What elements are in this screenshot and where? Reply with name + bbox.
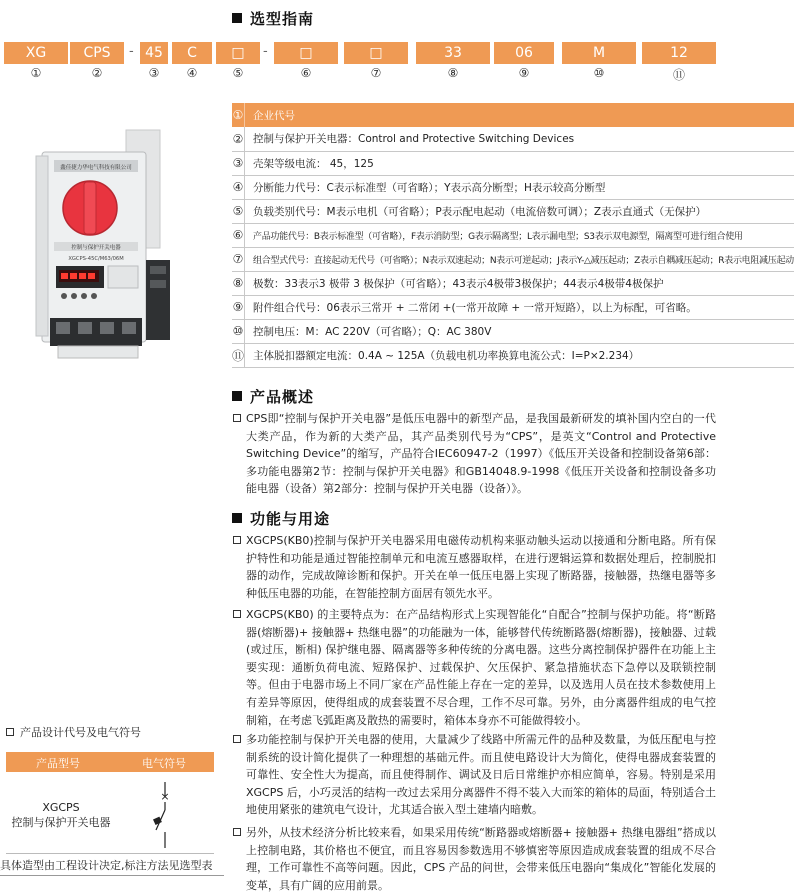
design-model [6, 800, 116, 830]
row-description: 组合型式代号：直接起动无代号（可省略）；N表示双速起动；N表示可逆起动；J表示Y-△减压起动；Z表示自耦减压起动；R表示电阻减压起动 [245, 247, 794, 271]
table-row [232, 223, 794, 247]
row-description: 控制与保护开关电器：Control and Protective Switching Devices [245, 127, 794, 151]
row-number: ① [232, 103, 245, 127]
base-rail [58, 346, 138, 358]
checkbox-bullet-icon [233, 735, 241, 743]
table-row [232, 271, 794, 295]
spec-label [108, 266, 138, 288]
table-row [232, 295, 794, 319]
code-num-7: ⑦ [370, 66, 382, 80]
code-box-5: □ [216, 42, 260, 64]
row-number: ⑩ [232, 319, 245, 343]
row-description: 极数：33表示3 极带 3 极保护（可省略）；43表示4极带3极保护；44表示4极带4极保护 [245, 271, 794, 295]
overview-title [232, 386, 314, 407]
row-description: 分断能力代号：C表示标准型（可省略）；Y表示高分断型；H表示较高分断型 [245, 175, 794, 199]
symbol-mark: × [160, 790, 170, 803]
accessory-terminal [150, 266, 166, 274]
code-num-9: ⑨ [518, 66, 530, 80]
code-num-6: ⑥ [300, 66, 312, 80]
row-description: 附件组合代号：06表示三常开 + 二常闭 +(一常开故障 + 一常开短路），以上为标配，可省略。 [245, 295, 794, 319]
square-bullet-icon [232, 13, 242, 23]
row-number: ④ [232, 175, 245, 199]
accessory-terminal [150, 280, 166, 288]
row-description: 控制电压：M：AC 220V（可省略）；Q：AC 380V [245, 319, 794, 343]
code-num-10: ⑩ [593, 66, 605, 80]
code-num-2: ② [91, 66, 103, 80]
row-number: ⑪ [232, 343, 245, 367]
overview-text: CPS即“控制与保护开关电器”是低压电器中的新型产品，是我国最新研发的填补国内空白的一代大类产品，作为新的大类产品，其产品类别代号为“CPS”，是英文“Control and Protective Switching Device”的缩写，产品符合IEC60947-2（1997）《低压开关设备和控制设备第6部：多功能电器第2节：控制与保护开关电器》和GB14048.9-1998《低压开关设备和控制设备多功能电器（设备）第2部分：控制与保护开关电器（设备）》。 [246, 412, 716, 496]
function-paragraph-4 [246, 824, 716, 894]
table-row [232, 175, 794, 199]
product-image [28, 130, 188, 385]
header-model: 产品型号 [36, 757, 80, 770]
terminal-screw-icon [122, 322, 136, 334]
panel-text: 控制与保护开关电器 [71, 245, 121, 251]
device-side [36, 156, 48, 336]
table-row [232, 319, 794, 343]
switch-symbol-icon [146, 776, 186, 852]
code-box-4: C [172, 42, 212, 64]
table-row [232, 151, 794, 175]
model-line-1: XGCPS [42, 801, 80, 814]
row-number: ⑥ [232, 223, 245, 247]
button-icon [81, 293, 87, 299]
table-row [232, 343, 794, 367]
row-number: ⑧ [232, 271, 245, 295]
code-box-7: □ [344, 42, 408, 64]
display-digit [79, 273, 86, 279]
row-description: 壳架等级电流： 45，125 [245, 151, 794, 175]
design-table-header [6, 752, 214, 772]
functions-title [232, 508, 330, 529]
row-description: 企业代号 [245, 103, 794, 127]
design-table-title-text: 产品设计代号及电气符号 [20, 726, 141, 739]
code-box-1: XG [4, 42, 68, 64]
header-symbol: 电气符号 [142, 757, 186, 770]
overview-paragraph [246, 410, 716, 498]
code-num-1: ① [30, 66, 42, 80]
display-digit [70, 273, 77, 279]
row-number: ② [232, 127, 245, 151]
code-num-11: ⑪ [672, 68, 685, 82]
display-digit [88, 273, 95, 279]
selection-title [232, 8, 314, 29]
button-icon [71, 293, 77, 299]
code-box-9: 06 [494, 42, 554, 64]
row-number: ③ [232, 151, 245, 175]
terminal-screw-icon [100, 322, 114, 334]
code-num-8: ⑧ [447, 66, 459, 80]
display-digit [61, 273, 68, 279]
row-description: 负载类别代号：M表示电机（可省略）；P表示配电起动（电流倍数可调）；Z表示直通式（无保护） [245, 199, 794, 223]
button-icon [91, 293, 97, 299]
overview-title-text: 产品概述 [250, 388, 315, 406]
checkbox-bullet-icon [233, 828, 241, 836]
function-text: XGCPS(KB0) 的主要特点为：在产品结构形式上实现智能化“自配合”控制与保护功能。将“断路器(熔断器)+ 接触器+ 热继电器”的功能融为一体，能够替代传统断路器(熔断器)，接触器、过载(或过压，断相) 保护继电器、隔离器等多种传统的分离电器。这些分离控制保护器件在功能上主要实现：通断负荷电流、短路保护、过载保护、欠压保护、紧急措施状态下急停以及联锁控制等。但由于电器市场上不同厂家在产品性能上存在一定的差异，以及选用人员在技术参数使用上有差异等原因，使得组成的成套装置不尽合理，工作不尽可靠。另外，由分离器件组成的电气控制箱，在考虑飞弧距离及散热的需要时，箱体本身亦不可能做得较小。 [246, 608, 716, 727]
model-line-2: 控制与保护开关电器 [11, 816, 111, 829]
brand-text: 鑫佳捷力华电气科技有限公司 [60, 165, 132, 171]
table-row [232, 199, 794, 223]
code-num-4: ④ [186, 66, 198, 80]
design-table-footer: 具体造型由工程设计决定,标注方法见选型表 [0, 857, 224, 876]
row-description: 产品功能代号：B表示标准型（可省略），F表示消防型；G表示隔离型；L表示漏电型；S3表示双电源型，隔离型可进行组合使用 [245, 223, 794, 247]
design-table-body [6, 772, 214, 854]
table-row [232, 247, 794, 271]
function-paragraph-2 [246, 606, 716, 729]
code-box-8: 33 [416, 42, 490, 64]
row-number: ⑦ [232, 247, 245, 271]
row-number: ⑨ [232, 295, 245, 319]
code-box-2: CPS [70, 42, 124, 64]
code-dash-1: - [129, 44, 134, 59]
terminal-screw-icon [78, 322, 92, 334]
function-text: XGCPS(KB0)控制与保护开关电器采用电磁传动机构来驱动触头运动以接通和分断电路。所有保护特性和功能是通过智能控制单元和电流互感器取样，在进行逻辑运算和数据处理后，控制脱扣器的动作，完成故障诊断和保护。开关在单一低压电器上实现了断路器，接触器，热继电器等多种低压电器的功能，在智能控制方面居有领先水平。 [246, 534, 716, 600]
checkbox-bullet-icon [233, 414, 241, 422]
code-num-5: ⑤ [232, 66, 244, 80]
code-box-3: 45 [140, 42, 168, 64]
table-row [232, 127, 794, 151]
row-number: ⑤ [232, 199, 245, 223]
checkbox-bullet-icon [6, 728, 14, 736]
checkbox-bullet-icon [233, 610, 241, 618]
selection-title-text: 选型指南 [250, 10, 315, 28]
function-text: 另外，从技术经济分析比较来看，如果采用传统“断路器或熔断器+ 接触器+ 热继电器组”搭成以上控制电路，其价格也不便宜，而且容易因参数选用不够慎密等原因造成成套装置的组成不尽合理，工作可靠性不高等问题。因此，CPS 产品的问世，会带来低压电器向“集成化”智能化发展的变革，具有广阔的应用前景。 [246, 826, 716, 892]
square-bullet-icon [232, 513, 242, 523]
row-description: 主体脱扣器额定电流：0.4A ~ 125A（负载电机功率换算电流公式：I=P×2.234） [245, 343, 794, 367]
button-icon [61, 293, 67, 299]
function-text: 多功能控制与保护开关电器的使用，大量减少了线路中所需元件的品种及数量，为低压配电与控制系统的设计简化提供了一种理想的基础元件。而且使电路设计大为简化，使得电器成套装置的可靠性、安全性大为提高，而且使得制作、调试及日后日常维护亦相应简单，容易。特别是采用XGCPS 后，小巧灵活的结构一改过去采用分离器件不得不装入大而笨的箱体的局面，特别适合土地使用紧张的建筑电气设计，尤其适合嵌入型土建墙内暗敷。 [246, 733, 716, 817]
function-paragraph-1 [246, 532, 716, 602]
square-bullet-icon [232, 391, 242, 401]
knob-handle [84, 182, 96, 234]
selection-table [232, 103, 794, 368]
model-text: XGCPS-45C/M63/06M [68, 256, 124, 262]
function-paragraph-3 [246, 731, 716, 819]
design-table-title [6, 724, 141, 740]
functions-title-text: 功能与用途 [250, 510, 331, 528]
terminal-screw-icon [56, 322, 70, 334]
code-box-10: M [562, 42, 636, 64]
code-dash-2: - [263, 44, 268, 59]
code-num-3: ③ [148, 66, 160, 80]
table-row [232, 103, 794, 127]
product-illustration [28, 130, 188, 385]
checkbox-bullet-icon [233, 536, 241, 544]
code-box-11: 12 [642, 42, 716, 64]
code-box-6: □ [274, 42, 338, 64]
